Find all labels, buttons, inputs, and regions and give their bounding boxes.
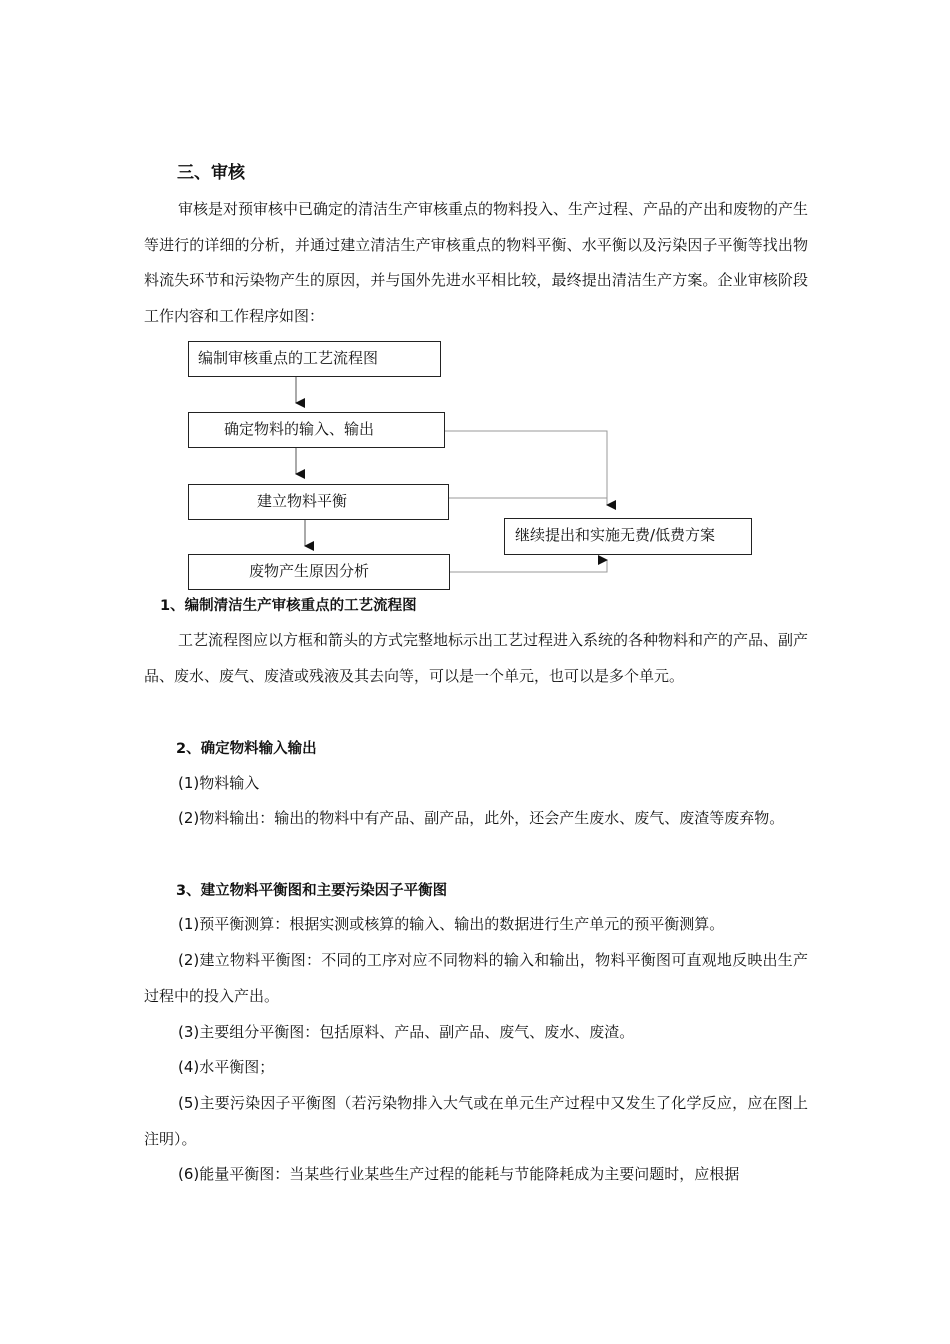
flow-box-label: 废物产生原因分析 xyxy=(249,562,370,580)
step3-item: (4)水平衡图； xyxy=(178,1058,275,1076)
flow-box-label: 继续提出和实施无费/低费方案 xyxy=(515,526,716,544)
step3-item: (1)预平衡测算：根据实测或核算的输入、输出的数据进行生产单元的预平衡测算。 xyxy=(178,915,725,933)
flow-box-process-diagram xyxy=(188,341,441,377)
step2-item: (1)物料输入 xyxy=(178,774,260,792)
flow-box-material-balance xyxy=(188,484,449,520)
flow-box-low-cost-plan xyxy=(504,518,752,555)
flow-box-waste-cause xyxy=(188,554,450,590)
flow-box-label: 建立物料平衡 xyxy=(257,492,348,510)
section-title: 三、审核 xyxy=(177,163,245,183)
step1-paragraph: 工艺流程图应以方框和箭头的方式完整地标示出工艺过程进入系统的各种物料和产的产品、副产品、废水、废气、废渣或残液及其去向等，可以是一个单元，也可以是多个单元。 xyxy=(144,631,809,685)
intro-paragraph: 审核是对预审核中已确定的清洁生产审核重点的物料投入、生产过程、产品的产出和废物的产生等进行的详细的分析，并通过建立清洁生产审核重点的物料平衡、水平衡以及污染因子平衡等找出物料流失环节和污染物产生的原因，并与国外先进水平相比较，最终提出清洁生产方案。企业审核阶段工作内容和工作程序如图： xyxy=(144,200,809,325)
step3-item: (2)建立物料平衡图：不同的工序对应不同物料的输入和输出，物料平衡图可直观地反映出生产过程中的投入产出。 xyxy=(144,951,808,1005)
flow-box-label: 编制审核重点的工艺流程图 xyxy=(198,349,379,367)
flow-box-material-io xyxy=(188,412,445,448)
step3-item: (3)主要组分平衡图：包括原料、产品、副产品、废气、废水、废渣。 xyxy=(178,1023,635,1041)
step3-heading: 3、建立物料平衡图和主要污染因子平衡图 xyxy=(176,883,448,899)
step3-item: (6)能量平衡图：当某些行业某些生产过程的能耗与节能降耗成为主要问题时，应根据 xyxy=(178,1165,740,1183)
step2-heading: 2、确定物料输入输出 xyxy=(176,741,317,757)
step2-item: (2)物料输出：输出的物料中有产品、副产品，此外，还会产生废水、废气、废渣等废弃物。 xyxy=(178,809,785,827)
flow-box-label: 确定物料的输入、输出 xyxy=(224,420,375,438)
arrow-io-to-plan xyxy=(445,431,607,505)
arrow-waste-to-plan xyxy=(450,560,607,572)
step1-heading: 1、编制清洁生产审核重点的工艺流程图 xyxy=(160,598,417,614)
step3-item: (5)主要污染因子平衡图（若污染物排入大气或在单元生产过程中又发生了化学反应，应在图上注明）。 xyxy=(144,1094,808,1148)
